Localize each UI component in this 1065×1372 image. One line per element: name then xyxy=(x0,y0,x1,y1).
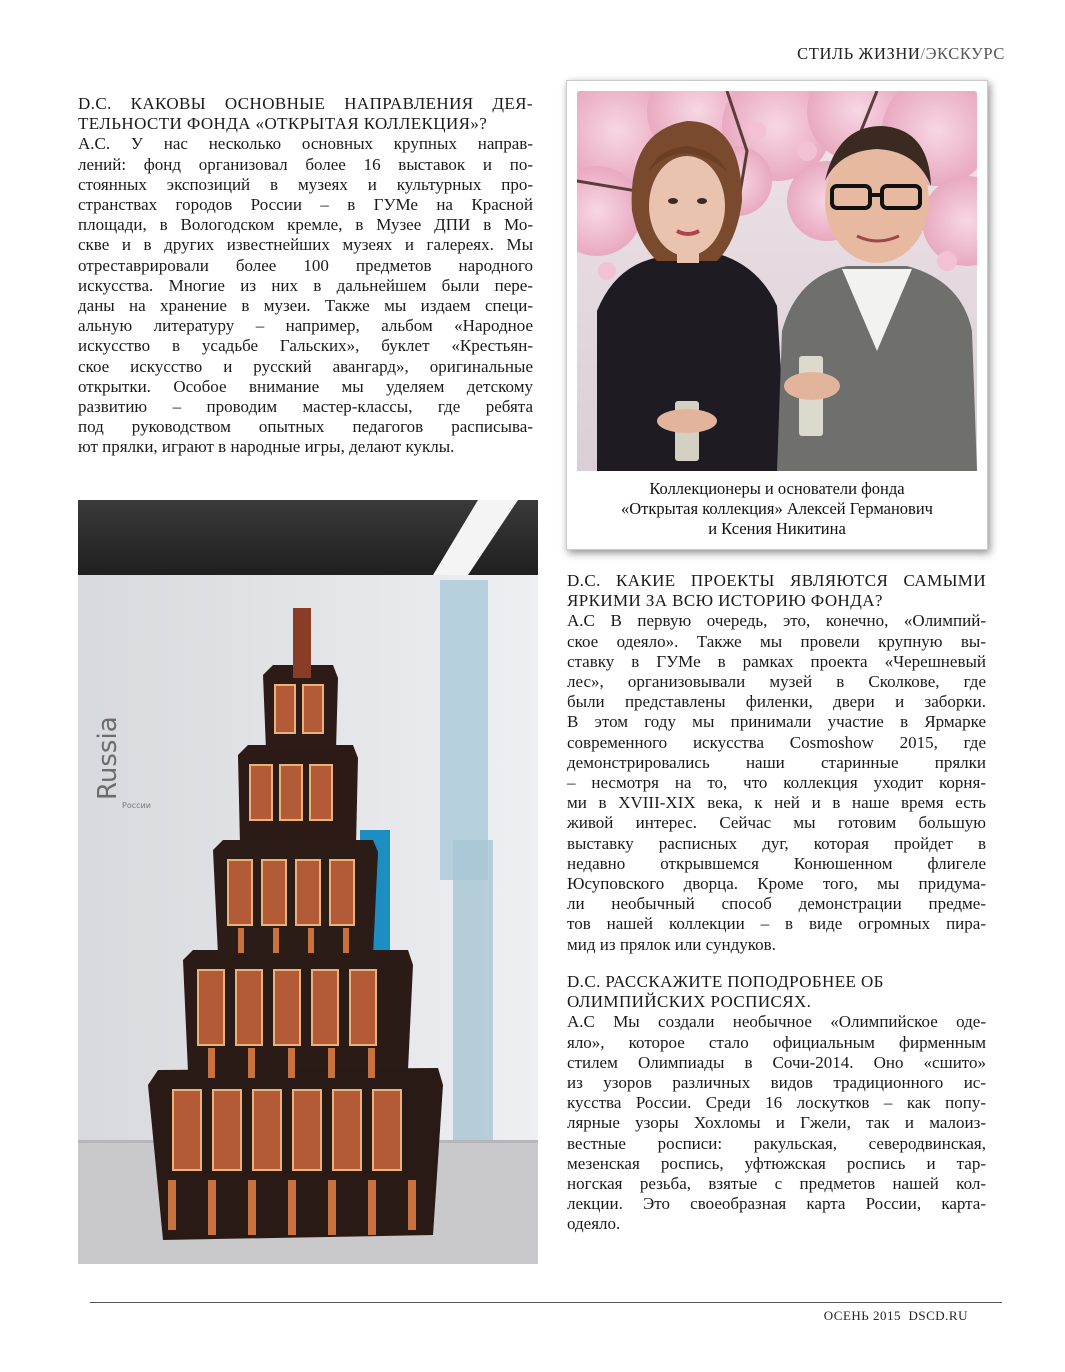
answer-2-line: ское одеяло». Также мы провели крупную вы- xyxy=(567,631,986,651)
answer-3-line: лярные узоры Хохломы и Гжели, так и малоиз- xyxy=(567,1113,986,1133)
answer-1-line: искусства. Многие из них в дальнейшем были пере- xyxy=(78,275,533,295)
answer-2-line: недавно открывшемся Конюшенном флигеле xyxy=(567,853,986,873)
interview-block-1 xyxy=(78,94,533,458)
answer-3-line: лекции. Это своеобразная карта России, карта- xyxy=(567,1194,986,1214)
answer-2-line: – несмотря на то, что коллекция уходит корня- xyxy=(567,773,986,793)
answer-2-line: А.С В первую очередь, это, конечно, «Олимпий- xyxy=(567,611,986,631)
answer-1-line: открытки. Особое внимание мы уделяем детскому xyxy=(78,376,533,396)
footer-rule xyxy=(90,1302,1002,1303)
answer-1-line: ют прялки, играют в народные игры, делают куклы. xyxy=(78,437,455,457)
answer-1-line: даны на хранение в музеи. Также мы издаем специ- xyxy=(78,296,533,316)
question-2-line: ЯРКИМИ ЗА ВСЮ ИСТОРИЮ ФОНДА? xyxy=(567,591,883,611)
answer-2-line: ставку в ГУМе в рамках проекта «Черешневый xyxy=(567,651,986,671)
answer-3-line: одеяло. xyxy=(567,1214,621,1234)
question-2-line: D.C. КАКИЕ ПРОЕКТЫ ЯВЛЯЮТСЯ САМЫМИ xyxy=(567,571,986,590)
question-1-line: D.C. КАКОВЫ ОСНОВНЫЕ НАПРАВЛЕНИЯ ДЕЯ- xyxy=(78,94,533,113)
answer-3-line: стилем Олимпиады в Сочи-2014. Оно «сшито» xyxy=(567,1052,986,1072)
subsection-title: ЭКСКУРС xyxy=(925,44,1005,63)
answer-2-line: ли необычный способ демонстрации предме- xyxy=(567,894,986,914)
answer-3-line: вестные росписи: ракульская, северодвинская, xyxy=(567,1133,986,1153)
answer-2-line: Юсуповского дворца. Кроме того, мы придума- xyxy=(567,874,986,894)
answer-1-line: альную литературу – например, альбом «Народное xyxy=(78,316,533,336)
answer-1-line: стоянных экспозиций в музеях и культурных про- xyxy=(78,174,533,194)
wall-text: Russia xyxy=(93,716,123,800)
answer-2-line: тов нашей коллекции – в виде огромных пира- xyxy=(567,914,986,934)
question-1-line: ТЕЛЬНОСТИ ФОНДА «ОТКРЫТАЯ КОЛЛЕКЦИЯ»? xyxy=(78,114,488,134)
portrait-photo-frame xyxy=(566,80,988,550)
answer-1-line: А.С. У нас несколько основных крупных направ- xyxy=(78,134,533,154)
answer-3-line: яло», которое стало официальным фирменным xyxy=(567,1032,986,1052)
section-title: СТИЛЬ ЖИЗНИ xyxy=(797,44,921,63)
interview-block-2 xyxy=(567,571,986,955)
answer-3-line: из узоров различных видов традиционного ис- xyxy=(567,1073,986,1093)
answer-2-line: были представлены филенки, двери и заборки. xyxy=(567,692,986,712)
answer-3-line: мезенская роспись, уфтюжская роспись и тар- xyxy=(567,1153,986,1173)
answer-3-line: А.С Мы создали необычное «Олимпийское оде- xyxy=(567,1012,986,1032)
caption-line: и Ксения Никитина xyxy=(708,519,846,538)
answer-2-line: выставку расписных дуг, которая пройдет в xyxy=(567,833,986,853)
spinning-wheels-pyramid-photo xyxy=(78,500,538,1264)
answer-2-line: лес», организовывали музей в Сколкове, где xyxy=(567,672,986,692)
answer-2-line: живой интерес. Сейчас мы готовим большую xyxy=(567,813,986,833)
caption-line: Коллекционеры и основатели фонда xyxy=(649,479,905,498)
portrait-photo xyxy=(577,91,977,471)
section-slash: / xyxy=(920,44,926,63)
wall-subtext: России xyxy=(122,801,151,810)
answer-1-line: искусство в усадьбе Гальских», буклет «Крестьян- xyxy=(78,336,533,356)
answer-1-line: площади, в Вологодском кремле, в Музее ДПИ в Мо- xyxy=(78,215,533,235)
question-3-line: ОЛИМПИЙСКИХ РОСПИСЯХ. xyxy=(567,992,812,1012)
pyramid-illustration xyxy=(78,500,538,1264)
answer-2-line: мид из прялок или сундуков. xyxy=(567,934,776,954)
answer-3-line: ногская резьба, взятые с предметов нашей кол- xyxy=(567,1174,986,1194)
answer-3-line: кусства России. Среди 16 лоскутков – как попу- xyxy=(567,1093,986,1113)
question-3-line: D.C. РАССКАЖИТЕ ПОПОДРОБНЕЕ ОБ xyxy=(567,972,884,991)
answer-2-line: демонстрировались наши старинные прялки xyxy=(567,752,986,772)
caption-line: «Открытая коллекция» Алексей Германович xyxy=(621,499,933,518)
page-footer xyxy=(824,1308,968,1324)
section-header xyxy=(797,44,1005,64)
answer-2-line: ми в XVIII-XIX века, к ней и в наше время есть xyxy=(567,793,986,813)
photo-caption xyxy=(567,479,987,539)
answer-1-line: ское искусство и русский авангард», оригинальные xyxy=(78,356,533,376)
answer-1-line: под руководством опытных педагогов расписыва- xyxy=(78,417,533,437)
answer-1-line: отреставрировали более 100 предметов народного xyxy=(78,255,533,275)
answer-1-line: лений: фонд организовал более 16 выставок и по- xyxy=(78,154,533,174)
issue-label: ОСЕНЬ 2015 xyxy=(823,1308,901,1323)
answer-2-line: В этом году мы принимали участие в Ярмарке xyxy=(567,712,986,732)
interview-block-3 xyxy=(567,972,986,1235)
portrait-illustration xyxy=(577,91,977,471)
site-label: DSCD.RU xyxy=(908,1308,968,1323)
answer-2-line: современного искусства Cosmoshow 2015, где xyxy=(567,732,986,752)
answer-1-line: развитию – проводим мастер-классы, где ребята xyxy=(78,397,533,417)
answer-1-line: странствах городов России – в ГУМе на Красной xyxy=(78,195,533,215)
answer-1-line: скве и в других известнейших музеях и галереях. Мы xyxy=(78,235,533,255)
